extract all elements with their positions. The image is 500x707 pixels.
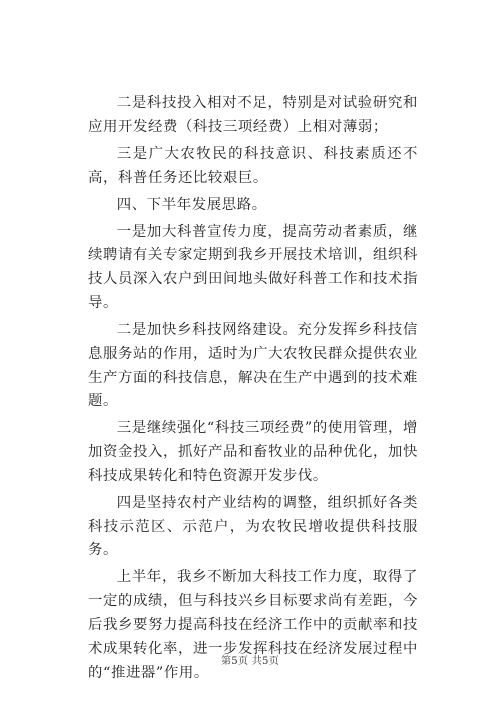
- paragraph: 三是继续强化“科技三项经费”的使用管理，增加资金投入，抓好产品和畜牧业的品种优化，加快科技成果转化和特色资源开发步伐。: [88, 420, 418, 484]
- paragraph: 三是广大农牧民的科技意识、科技素质还不高，科普任务还比较艰巨。: [88, 145, 418, 186]
- paragraph: 一是加大科普宣传力度，提高劳动者素质，继续聘请有关专家定期到我乡开展技术培训，组织科技人员深入农户到田间地头做好科普工作和技术指导。: [88, 223, 418, 311]
- paragraph: 二是科技投入相对不足，特别是对试验研究和应用开发经费（科技三项经费）上相对薄弱；: [88, 95, 418, 135]
- document-body: [88, 92, 418, 685]
- paragraph: 上半年，我乡不断加大科技工作力度，取得了一定的成绩，但与科技兴乡目标要求尚有差距，今后我乡要努力提高科技在经济工作中的贡献率和技术成果转化率，进一步发挥科技在经济发展过程中的“推进器”作用。: [88, 569, 418, 681]
- paragraph: 四、下半年发展思路。: [116, 196, 267, 213]
- paragraph: 二是加快乡科技网络建设。充分发挥乡科技信息服务站的作用，适时为广大农牧民群众提供农业生产方面的科技信息，解决在生产中遇到的技术难题。: [88, 321, 418, 410]
- paragraph: 四是坚持农村产业结构的调整，组织抓好各类科技示范区、示范户，为农牧民增收提供科技服务。: [88, 494, 418, 559]
- page-footer: 第5页 共5页: [220, 656, 279, 667]
